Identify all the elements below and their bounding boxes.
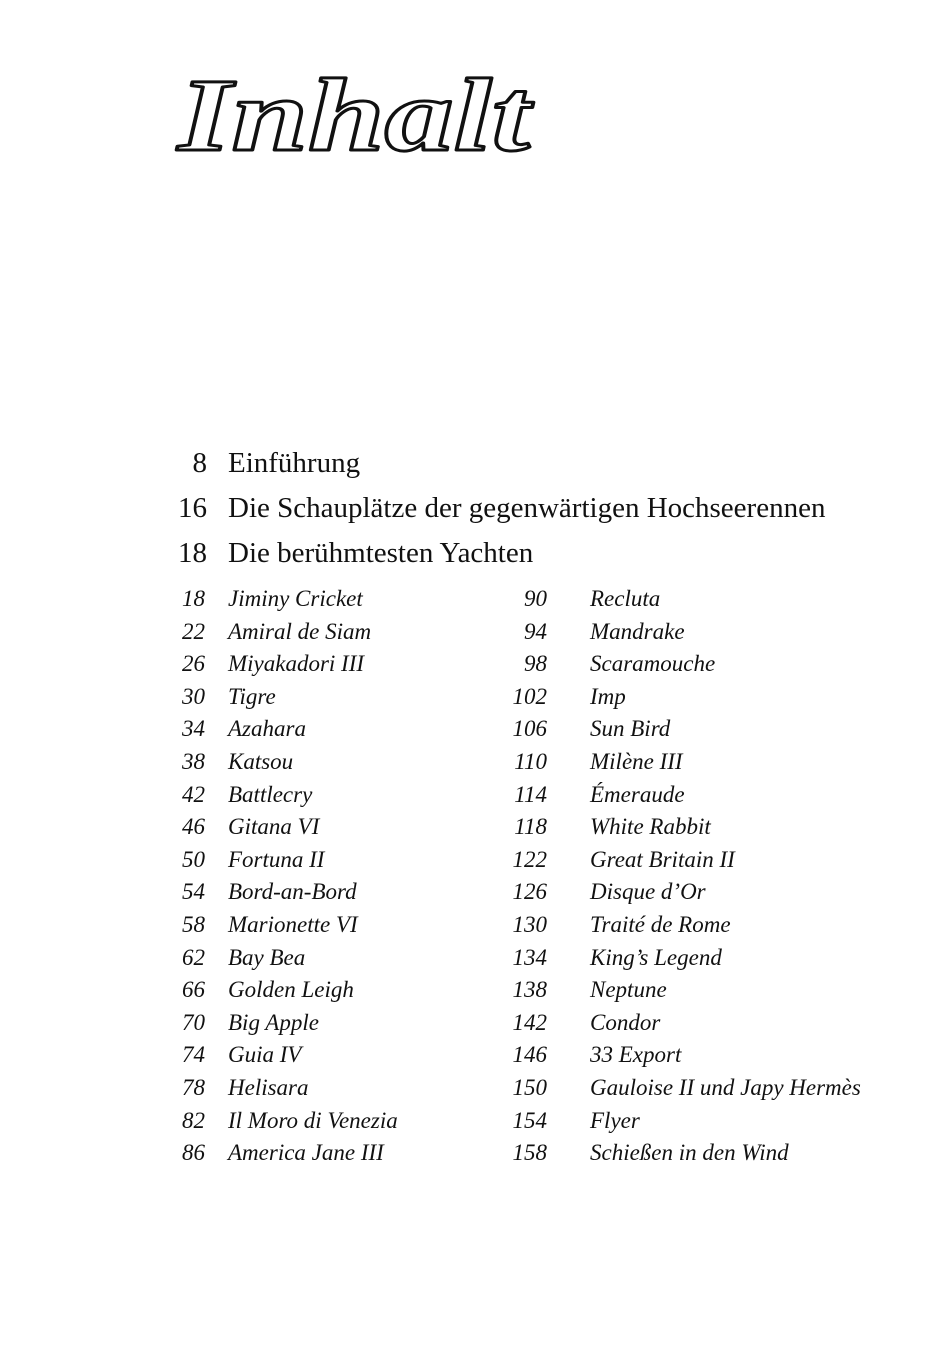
toc-entry-page: 8 (192, 447, 207, 479)
yacht-entry (0, 616, 480, 649)
yacht-entry-title: Battlecry (228, 781, 313, 807)
yacht-entry-title: Bord-an-Bord (228, 879, 357, 905)
main-entries (0, 441, 949, 576)
yacht-entry-page: 26 (182, 651, 205, 677)
yacht-entry-page: 82 (182, 1107, 205, 1133)
yacht-entry (480, 1007, 949, 1040)
yacht-entry-page: 134 (512, 944, 547, 970)
yacht-entry-page: 154 (512, 1107, 547, 1133)
yacht-entry-page: 34 (182, 716, 205, 742)
yacht-entry-title: Scaramouche (590, 651, 716, 677)
yacht-entry (480, 909, 949, 942)
page-title (170, 60, 550, 170)
yacht-entry-page: 70 (182, 1009, 205, 1035)
toc-entry (0, 441, 949, 486)
yacht-entry-title: Imp (590, 683, 626, 709)
yacht-entry-page: 90 (524, 586, 547, 611)
yacht-entry-title: Gitana VI (228, 814, 320, 840)
yacht-entry (0, 1137, 480, 1170)
yacht-entry (0, 974, 480, 1007)
yacht-entry-title: Fortuna II (228, 846, 325, 872)
yacht-entry-page: 98 (524, 651, 547, 677)
yacht-entry-title: Milène III (590, 748, 683, 774)
yacht-entry-title: Flyer (590, 1107, 640, 1133)
yacht-entry (0, 713, 480, 746)
yacht-entry-page: 130 (512, 911, 547, 937)
yacht-entry (0, 1072, 480, 1105)
yacht-entry-page: 30 (182, 683, 205, 709)
yacht-entry-page: 142 (512, 1009, 547, 1035)
yacht-entry-page: 114 (514, 781, 547, 807)
yacht-entry-title: Miyakadori III (228, 651, 365, 677)
toc-entry-title: Die berühmtesten Yachten (228, 537, 534, 569)
yacht-entry (0, 942, 480, 975)
yacht-list-left (0, 583, 480, 1170)
yacht-list-right (480, 583, 949, 1170)
yacht-entry-page: 94 (524, 618, 547, 644)
yacht-entry (480, 1137, 949, 1170)
yacht-entry-title: Amiral de Siam (228, 618, 372, 644)
yacht-entry-title: Tigre (228, 683, 276, 709)
yacht-entry-page: 18 (182, 586, 205, 611)
yacht-entry-page: 50 (182, 846, 205, 872)
yacht-entry-title: Gauloise II und Japy Hermès (590, 1074, 861, 1100)
yacht-entry (480, 1039, 949, 1072)
yacht-entry (480, 746, 949, 779)
yacht-entry (0, 909, 480, 942)
yacht-entry-title: Il Moro di Venezia (228, 1107, 398, 1133)
yacht-entry (0, 1039, 480, 1072)
yacht-entry-title: Sun Bird (590, 716, 671, 742)
yacht-entry-title: Disque d’Or (590, 879, 706, 905)
yacht-entry-title: Golden Leigh (228, 977, 354, 1003)
yacht-entry-page: 102 (512, 683, 547, 709)
yacht-entry-page: 86 (182, 1140, 205, 1166)
toc-entry (0, 531, 949, 576)
yacht-entry-title: Bay Bea (228, 944, 306, 970)
yacht-entry-page: 158 (512, 1140, 547, 1166)
yacht-entry (0, 779, 480, 812)
yacht-entry-title: Marionette VI (228, 911, 358, 937)
yacht-entry-title: Schießen in den Wind (590, 1140, 789, 1166)
toc-entry-title: Einführung (228, 447, 361, 479)
yacht-entry-title: Helisara (228, 1074, 309, 1100)
yacht-entry (480, 713, 949, 746)
yacht-entry-title: America Jane III (228, 1140, 384, 1166)
yacht-entry (0, 681, 480, 714)
yacht-entry-title: Condor (590, 1009, 661, 1035)
yacht-entry-title: 33 Export (590, 1042, 682, 1068)
yacht-entry (0, 876, 480, 909)
yacht-entry-title: King’s Legend (590, 944, 722, 970)
yacht-entry-page: 58 (182, 911, 205, 937)
yacht-entry-page: 146 (512, 1042, 547, 1068)
yacht-entry-title: Katsou (228, 748, 294, 774)
yacht-entry-title: Big Apple (228, 1009, 319, 1035)
yacht-entry (480, 1072, 949, 1105)
page-title-outline (170, 60, 550, 170)
yacht-entry (480, 648, 949, 681)
yacht-entry-page: 62 (182, 944, 205, 970)
yacht-entry (0, 1105, 480, 1138)
yacht-entry-title: Azahara (228, 716, 306, 742)
yacht-entry-title: Guia IV (228, 1042, 302, 1068)
yacht-entry (480, 844, 949, 877)
yacht-entry (0, 583, 480, 616)
yacht-entry-page: 66 (182, 977, 205, 1003)
yacht-entry-page: 46 (182, 814, 205, 840)
yacht-entry-page: 138 (512, 977, 547, 1003)
yacht-entry-page: 38 (182, 748, 205, 774)
toc-entry-title: Die Schauplätze der gegenwärtigen Hochseerennen (228, 492, 826, 524)
yacht-entry-title: White Rabbit (590, 814, 711, 840)
yacht-entry-page: 122 (512, 846, 547, 872)
yacht-entry (480, 1105, 949, 1138)
yacht-entry (0, 844, 480, 877)
yacht-entry-page: 54 (182, 879, 205, 905)
yacht-entry-page: 74 (182, 1042, 205, 1068)
yacht-entry-page: 106 (512, 716, 547, 742)
yacht-entry-title: Traité de Rome (590, 911, 731, 937)
yacht-entry (480, 583, 949, 616)
yacht-entry-title: Jiminy Cricket (228, 586, 363, 611)
yacht-entry (0, 648, 480, 681)
toc-entry-page: 16 (178, 492, 207, 524)
yacht-entry-title: Great Britain II (590, 846, 735, 872)
yacht-entry-page: 42 (182, 781, 205, 807)
yacht-entry-page: 22 (182, 618, 205, 644)
yacht-entry (480, 681, 949, 714)
toc-entry-page: 18 (178, 537, 207, 569)
yacht-entry-title: Recluta (590, 586, 661, 611)
yacht-entry-page: 118 (514, 814, 547, 840)
yacht-entry (0, 746, 480, 779)
yacht-entry-title: Émeraude (590, 781, 685, 807)
yacht-entry-title: Neptune (590, 977, 667, 1003)
yacht-entry (480, 811, 949, 844)
yacht-entry (480, 779, 949, 812)
toc-entry (0, 486, 949, 531)
yacht-entry (480, 616, 949, 649)
yacht-entry-page: 126 (512, 879, 547, 905)
yacht-entry (0, 1007, 480, 1040)
yacht-entry-page: 150 (512, 1074, 547, 1100)
page-title-text: Inhalt (175, 60, 535, 170)
yacht-entry (480, 974, 949, 1007)
yacht-entry-title: Mandrake (590, 618, 685, 644)
yacht-entry-page: 110 (514, 748, 547, 774)
yacht-entry-page: 78 (182, 1074, 205, 1100)
yacht-entry (0, 811, 480, 844)
yacht-entry (480, 942, 949, 975)
yacht-entry (480, 876, 949, 909)
